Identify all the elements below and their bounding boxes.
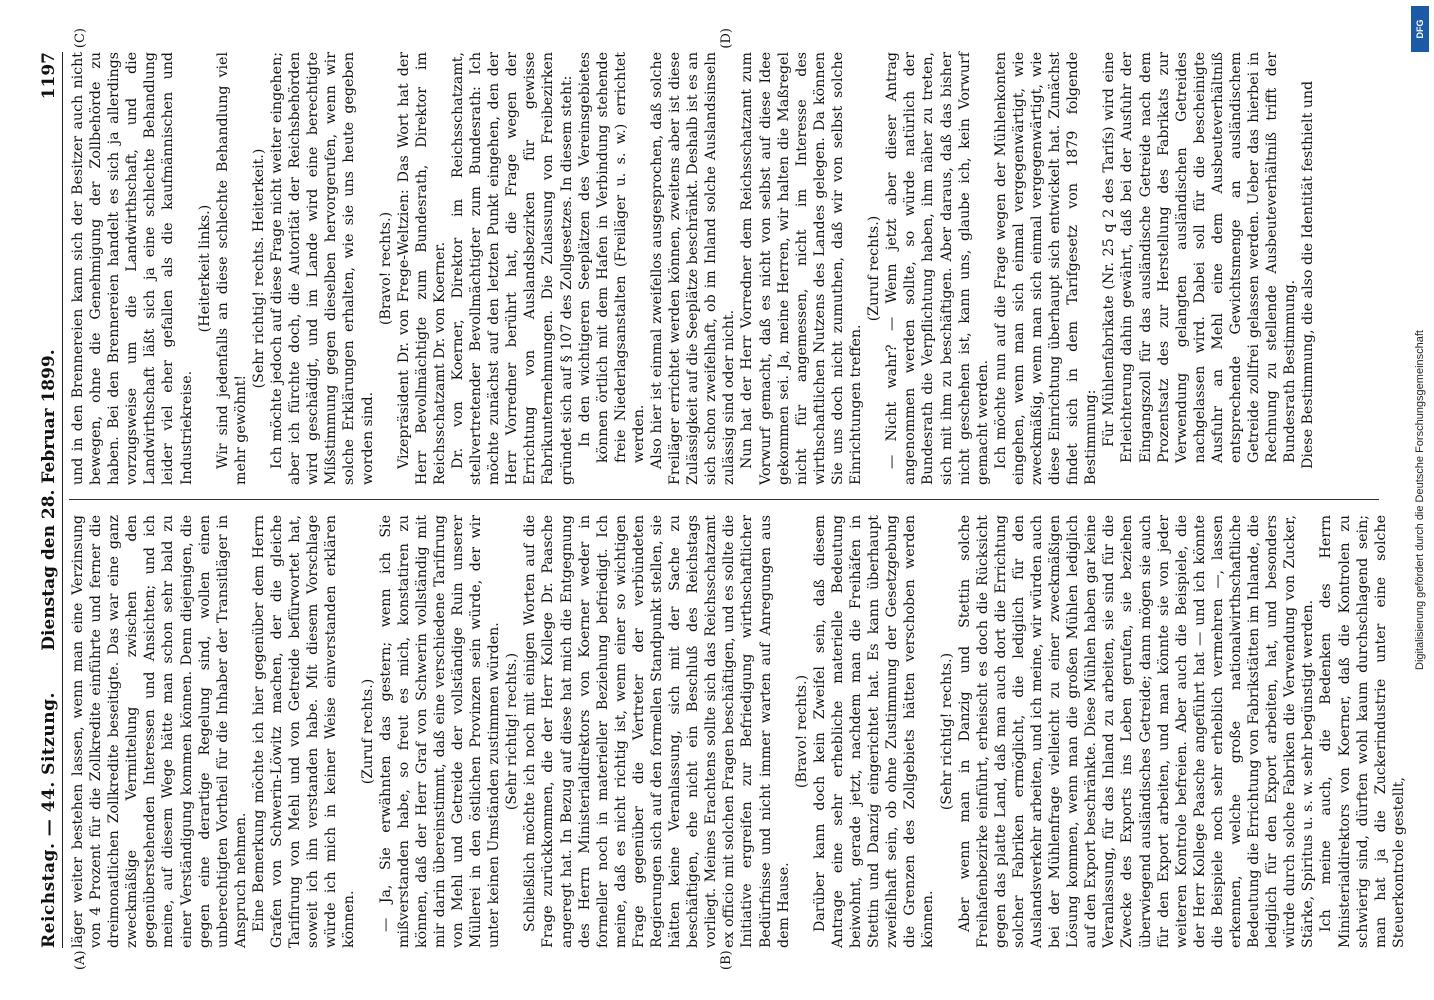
paragraph: — Ja, Sie erwähnten das gestern; wenn ich Sie mißverstanden habe, so freut es mich, konstatiren zu können, daß der Herr Graf von Schwerin vollständig mit mir darin übereinstimmt, daß eine verschiedene Tarifirung von Mehl und Getreide der vollständige Ruin unserer Müllerei in den östlichen Provinzen sein würde, der wir unter keinen Umständen zustimmen würden. bbox=[377, 515, 503, 948]
interjection: (Zuruf rechts.) bbox=[866, 215, 883, 322]
text-columns bbox=[69, 28, 1407, 970]
left-column bbox=[69, 515, 1407, 948]
dfg-logo bbox=[1411, 6, 1429, 52]
quoted-law: In den wichtigeren Seeplätzen des Vereinsgebietes können örtlich mit dem Hafen in Verbindung stehende freie Niederlagsanstalten (Freiläger u. s. w.) errichtet werden. bbox=[576, 52, 647, 463]
header-session: Reichstag. — 44. Sitzung. bbox=[39, 692, 59, 948]
credit-strip bbox=[1408, 0, 1432, 1000]
paragraph: Ich möchte jedoch auf diese Frage nicht weiter eingehen; aber ich fürchte doch, die Autorität der Reichsbehörden wird geschädigt, und im Lande wird eine berechtigte Mißstimmung gegen dieselben hervorgerufen, wenn wir solche Erklärungen erhalten, wie sie uns heute gegeben worden sind. bbox=[269, 52, 376, 485]
paragraph: und in den Brennereien kann sich der Besitzer auch nicht bewegen, ohne die Genehmigung der Zollbehörde zu haben. Bei den Brennereien handelt es sich ja allerdings vorzugsweise um die Landwirthschaft, und die Landwirthschaft läßt sich ja eine schlechte Behandlung leider viel eher gefallen als die kaufmännischen und Industriekreise. bbox=[70, 52, 195, 485]
dfg-logo-text: DFG bbox=[1415, 19, 1425, 39]
paragraph: Ich meine auch, die Bedenken des Herrn Ministerialdirektors von Koerner, daß die Kontrolen zu schwierig sind, dürften wohl kaum durchschlagend sein; man hat ja die Zuckerindustrie unter eine solche Steuerkontrole gestellt, bbox=[1318, 515, 1407, 948]
paragraph: Diese Bestimmung, die also die Identität festhielt und bbox=[1300, 80, 1317, 469]
paragraph: Also hier ist einmal zweifellos ausgesprochen, daß solche Freiläger errichtet werden können, zweitens aber ist diese Zulässigkeit auf die Seeplätze beschränkt. Deshalb ist es an sich schon zweifelhaft, ob im Inland solche Auslandsinseln zulässig sind oder nicht. bbox=[649, 52, 738, 485]
page-header bbox=[37, 52, 63, 948]
page-number: 1197 bbox=[39, 52, 59, 100]
digitization-credit: Digitalisierung gefördert durch die Deutsche Forschungsgemeinschaft bbox=[1414, 330, 1426, 670]
interjection: (Heiterkeit links.) bbox=[196, 204, 213, 333]
interjection: (Sehr richtig! rechts. Heiterkeit.) bbox=[250, 148, 267, 389]
paragraph: läger weiter bestehen lassen, wenn man eine Verzinsung von 4 Prozent für die Zollkredite einführte und ferner die dreimonatlichen Zollkredite beseitigte. Das war eine ganz zweckmäßige Vermittelung zwischen den gegenüberstehenden Interessen und Ansichten; und ich meine, auf diesem Wege hätte man schon sehr bald zu einer Verständigung kommen können. Denn diejenigen, die gegen eine derartige Regelung sind, wollen einen unberechtigten Vortheil für die Inhaber der Transitläger in Anspruch nehmen. bbox=[70, 515, 249, 948]
paragraph: Schließlich möchte ich noch mit einigen Worten auf die Frage zurückkommen, die der Herr Kollege Dr. Paasche angeregt hat. In Bezug auf diese hat mich die Entgegnung des Herrn Ministerialdirektors von Koerner weder in formeller noch in materieller Beziehung befriedigt. Ich meine, daß es nicht richtig ist, wenn einer so wichtigen Frage gegenüber die Vertreter der verbündeten Regierungen sich auf den formellen Standpunkt stellen, sie hätten keine Veranlassung, sich mit der Sache zu beschäftigen, ehe nicht ein Beschluß des Reichstags vorliegt. Meines Erachtens sollte sich das Reichsschatzamt ex officio mit solchen Fragen beschäftigen, und es sollte die Initiative ergreifen zur Befriedigung wirthschaftlicher Bedürfnisse und nicht immer warten auf Anregungen aus dem Hause. bbox=[522, 515, 792, 948]
paragraph: Aber wenn man in Danzig und Stettin solche Freihafenbezirke einführt, erheischt es doch die Rücksicht gegen das platte Land, daß man auch dort die Errichtung solcher Fabriken ermöglicht, die lediglich für den Auslandsverkehr arbeiten, und ich meine, wir würden auch bei der Mühlenfrage vielleicht zu einer zweckmäßigen Lösung kommen, wenn man die großen Mühlen lediglich auf den Export beschränkte. Diese Mühlen haben gar keine Veranlassung, für das Inland zu arbeiten, sie sind für die Zwecke des Exports ins Leben gerufen, sie beziehen überwiegend ausländisches Getreide; dann mögen sie auch für den Export arbeiten, und man könnte sie von jeder weiteren Kontrole befreien. Aber auch die Beispiele, die der Herr Kollege Paasche angeführt hat — und ich könnte die Beispiele noch sehr erheblich vermehren —, lassen erkennen, welche große nationalwirthschaftliche Bedeutung die Errichtung von Fabrikstätten im Inlande, die lediglich für den Export arbeiten, hat, und besonders würde durch solche Fabriken die Verwendung von Zucker, Stärke, Spiritus u. s. w. sehr begünstigt werden. bbox=[956, 515, 1317, 948]
right-column bbox=[69, 52, 1379, 485]
margin-marker-d: (D) bbox=[719, 28, 734, 49]
paragraph: Wir sind jedenfalls an diese schlechte Behandlung viel mehr gewöhnt! bbox=[214, 52, 249, 485]
interjection: (Bravo! rechts.) bbox=[377, 211, 394, 326]
interjection: (Sehr richtig! rechts.) bbox=[938, 652, 955, 811]
speaker-paragraph: Vizepräsident Dr. von Frege-Weltzien: Das Wort hat der Herr Bevollmächtigte zum Bundesrath, Direktor im Reichsschatzamt Dr. von Koerner. bbox=[395, 52, 448, 485]
rotated-page bbox=[27, 30, 1407, 970]
paragraph: Eine Bemerkung möchte ich hier gegenüber dem Herrn Grafen von Schwerin-Löwitz machen, der die gleiche Tarifirung von Mehl und von Getreide befürwortet hat, soweit ich ihn verstanden habe. Mit diesem Vorschlage würde ich mich in keiner Weise einverstanden erklären können. bbox=[250, 515, 358, 948]
margin-marker-a: (A) bbox=[73, 950, 88, 970]
paragraph: Nun hat der Herr Vorredner dem Reichsschatzamt zum Vorwurf gemacht, daß es nicht von selbst auf diese Idee gekommen sei. Ja, meine Herren, wir halten die Maßregel nicht für angemessen, nicht im Interesse des wirthschaftlichen Nutzens des Landes gelegen. Da können Sie uns doch nicht zumuthen, daß wir von selbst solche Einrichtungen treffen. bbox=[739, 52, 865, 485]
column-divider bbox=[69, 499, 1379, 500]
paragraph: Ich möchte nun auf die Frage wegen der Mühlenkonten eingehen, wenn man sich einmal vergegenwärtigt, wie zweckmäßig, wenn man sich einmal vergegenwärtigt, wie diese Einrichtung überhaupt sich entwickelt hat. Zunächst findet sich in dem Tarifgesetz von 1879 folgende Bestimmung: bbox=[992, 52, 1100, 485]
header-date: Dienstag den 28. Februar 1899. bbox=[39, 349, 59, 651]
interjection: (Sehr richtig! rechts.) bbox=[504, 652, 521, 811]
paragraph: Darüber kann doch kein Zweifel sein, daß diesem Antrage eine sehr erhebliche materielle Bedeutung beiwohnt, gerade jetzt, nachdem man die Freihäfen in Stettin und Danzig eingerichtet hat. Es kann überhaupt zweifelhaft sein, ob ohne Zustimmung der Gesetzgebung die Grenzen des Zollgebiets hätten verschoben werden können. bbox=[811, 515, 937, 948]
margin-marker-b: (B) bbox=[719, 950, 734, 970]
interjection: (Bravo! rechts.) bbox=[793, 674, 810, 789]
paragraph: — Nicht wahr? — Wenn jetzt aber dieser Antrag angenommen werden sollte, so würde natürlich der Bundesrath die Verpflichtung haben, ihm näher zu treten, sich mit ihm zu beschäftigen. Aber daraus, daß das bisher nicht geschehen ist, kann uns, glaube ich, kein Vorwurf gemacht werden. bbox=[884, 52, 991, 485]
interjection: (Zuruf rechts.) bbox=[359, 678, 376, 785]
quoted-law: Für Mühlenfabrikate (Nr. 25 q 2 des Tarifs) wird eine Erleichterung dahin gewährt, daß bei der Ausfuhr der Eingangszoll für das ausländische Getreide nach dem Prozentsatz des zur Herstellung des Fabrikats zur Verwendung gelangten ausländischen Getreides nachgelassen wird. Dabei soll für die bescheinigte Ausfuhr an Mehl eine dem Ausbeuteverhältniß entsprechende Gewichtsmenge an ausländischem Getreide zollfrei gelassen werden. Ueber das hierbei in Rechnung zu stellende Ausbeuteverhältniß trifft der Bundesrath Bestimmung. bbox=[1101, 52, 1299, 463]
speaker-paragraph: Dr. von Koerner, Direktor im Reichsschatzamt, stellvertretender Bevollmächtigter zum Bundesrath: Ich möchte zunächst auf den letzten Punkt eingehen, den der Herr Vorredner berührt hat, die Frage wegen der Errichtung von Auslandsbezirken für gewisse Fabrikunternehmungen. Die Zulassung von Freibezirken gründet sich auf § 107 des Zollgesetzes. In diesem steht: bbox=[449, 52, 575, 485]
margin-marker-c: (C) bbox=[73, 28, 88, 49]
